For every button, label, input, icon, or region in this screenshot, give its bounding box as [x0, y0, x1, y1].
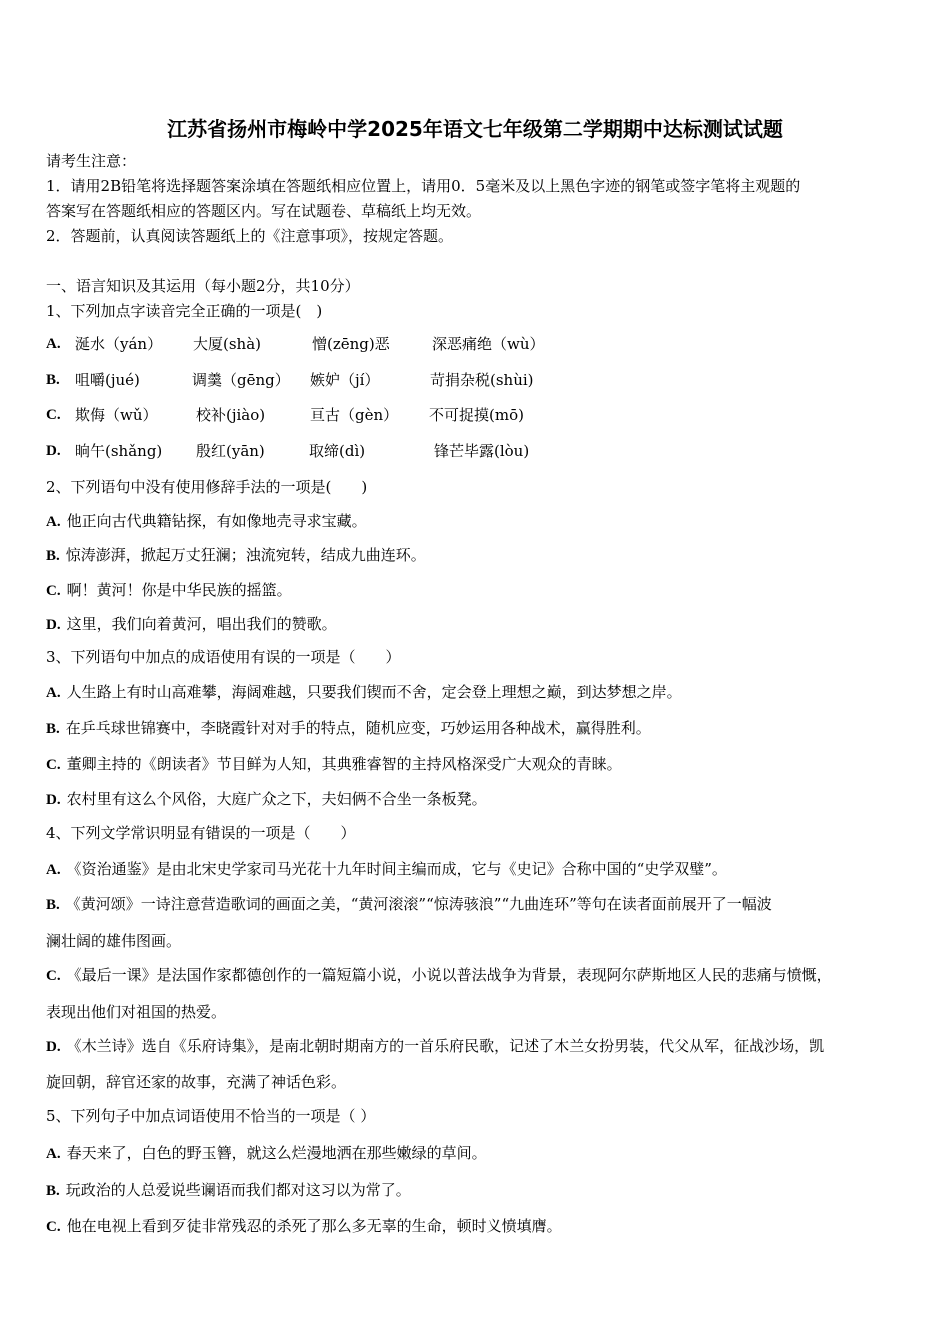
option-continuation: 旋回朝，辞官还家的故事，充满了神话色彩。 — [46, 1073, 347, 1091]
option — [46, 789, 487, 810]
option-text: 春天来了，白色的野玉簪，就这么烂漫地洒在那些嫩绿的草间。 — [66, 1144, 487, 1162]
option-label: C. — [46, 968, 61, 984]
option-text: 《最后一课》是法国作家都德创作的一篇短篇小说，小说以普法战争为背景，表现阿尔萨斯地区人民的悲痛与愤慨， — [66, 966, 832, 984]
option-item: 调羹（gēng） — [192, 371, 290, 389]
option-text: 《资治通鉴》是由北宋史学家司马光花十九年时间主编而成，它与《史记》合称中国的“史学双璧”。 — [66, 860, 727, 878]
question-stem: 1、下列加点字读音完全正确的一项是( ) — [46, 302, 323, 320]
question-stem: 3、下列语句中加点的成语使用有误的一项是（ ） — [46, 648, 401, 666]
option-text: 他正向古代典籍钻探，有如像地壳寻求宝藏。 — [66, 512, 367, 530]
option-label: A. — [46, 514, 61, 530]
option-label: D. — [46, 792, 61, 808]
option-label: C. — [46, 757, 61, 773]
option-item: 欺侮（wǔ） — [75, 406, 158, 424]
option-text: 啊！黄河！你是中华民族的摇篮。 — [66, 581, 292, 599]
option-text: 人生路上有时山高难攀，海阔难越，只要我们锲而不舍，定会登上理想之巅，到达梦想之岸。 — [66, 683, 682, 701]
option-label: C. — [46, 1219, 61, 1235]
option — [46, 511, 367, 532]
option-text: 惊涛澎湃，掀起万丈狂澜；浊流宛转，结成九曲连环。 — [65, 546, 426, 564]
option-item: 亘古（gèn） — [310, 406, 399, 424]
option — [46, 580, 292, 601]
question-stem: 4、下列文学常识明显有错误的一项是（ ） — [46, 824, 356, 842]
option-label: D. — [46, 617, 61, 633]
question-stem: 2、下列语句中没有使用修辞手法的一项是( ) — [46, 478, 368, 496]
option-item: 锋芒毕露(lòu) — [434, 442, 530, 460]
option-item: 校补(jiào) — [196, 406, 266, 424]
option-item: 咀嚼(jué) — [75, 371, 140, 389]
option-label: A. — [46, 1146, 61, 1162]
option-label: D. — [46, 1039, 61, 1055]
option-label: A. — [46, 336, 61, 352]
notice-line: 1．请用2B铅笔将选择题答案涂填在答题纸相应位置上，请用0．5毫米及以上黑色字迹的钢笔或签字笔将主观题的 — [46, 177, 801, 195]
option — [46, 1180, 411, 1201]
option — [46, 718, 651, 739]
option — [46, 545, 426, 566]
option — [46, 1143, 487, 1164]
option — [46, 1036, 824, 1057]
option-text: 农村里有这么个风俗，大庭广众之下，夫妇俩不合坐一条板凳。 — [66, 790, 487, 808]
option-item: 深恶痛绝（wù） — [432, 335, 545, 353]
notice-line: 2．答题前，认真阅读答题纸上的《注意事项》，按规定答题。 — [46, 227, 454, 245]
option-text: 在乒乓球世锦赛中，李晓霞针对对手的特点，随机应变，巧妙运用各种战术，赢得胜利。 — [65, 719, 651, 737]
option-label: C. — [46, 407, 61, 423]
option — [46, 754, 622, 775]
option-continuation: 澜壮阔的雄伟图画。 — [46, 932, 182, 950]
option-item: 殷红(yān) — [196, 442, 265, 460]
option — [46, 894, 772, 915]
option-text: 玩政治的人总爱说些谰语而我们都对这习以为常了。 — [65, 1181, 411, 1199]
option-text: 董卿主持的《朗读者》节目鲜为人知，其典雅睿智的主持风格深受广大观众的青睐。 — [66, 755, 622, 773]
option — [46, 965, 832, 986]
option-item: 取缔(dì) — [309, 442, 366, 460]
page-title: 江苏省扬州市梅岭中学2025年语文七年级第二学期期中达标测试试题 — [167, 117, 783, 141]
option-text: 《黄河颂》一诗注意营造歌词的画面之美，“黄河滚滚”“惊涛骇浪”“九曲连环”等句在读者面前展开了一幅波 — [65, 895, 772, 913]
option-label: A. — [46, 685, 61, 701]
section-heading: 一、语言知识及其运用（每小题2分，共10分） — [46, 277, 360, 295]
option-continuation: 表现出他们对祖国的热爱。 — [46, 1003, 227, 1021]
option-label: C. — [46, 583, 61, 599]
option-label: B. — [46, 548, 60, 564]
option-label: B. — [46, 372, 60, 388]
notice-line: 答案写在答题纸相应的答题区内。写在试题卷、草稿纸上均无效。 — [46, 202, 482, 220]
option-item: 涎水（yán） — [75, 335, 163, 353]
option-label: B. — [46, 721, 60, 737]
question-stem: 5、下列句子中加点词语使用不恰当的一项是（ ） — [46, 1107, 376, 1125]
option — [46, 682, 682, 703]
option-label: D. — [46, 443, 61, 459]
option — [46, 1216, 562, 1237]
option-label: B. — [46, 1183, 60, 1199]
option-text: 《木兰诗》选自《乐府诗集》，是南北朝时期南方的一首乐府民歌，记述了木兰女扮男装，代父从军，征战沙场，凯 — [66, 1037, 825, 1055]
option-label: A. — [46, 862, 61, 878]
option-item: 苛捐杂税(shùi) — [430, 371, 534, 389]
option-item: 不可捉摸(mō) — [429, 406, 524, 424]
option-item: 晌午(shǎng) — [75, 442, 163, 460]
option-text: 这里，我们向着黄河，唱出我们的赞歌。 — [66, 615, 337, 633]
option — [46, 614, 337, 635]
notice-heading: 请考生注意： — [46, 152, 137, 170]
option — [46, 859, 727, 880]
option-item: 憎(zēng)恶 — [312, 335, 390, 353]
option-text: 他在电视上看到歹徒非常残忍的杀死了那么多无辜的生命，顿时义愤填膺。 — [66, 1217, 562, 1235]
option-label: B. — [46, 897, 60, 913]
option-item: 嫉妒（jí） — [310, 371, 380, 389]
option-item: 大厦(shà) — [193, 335, 262, 353]
